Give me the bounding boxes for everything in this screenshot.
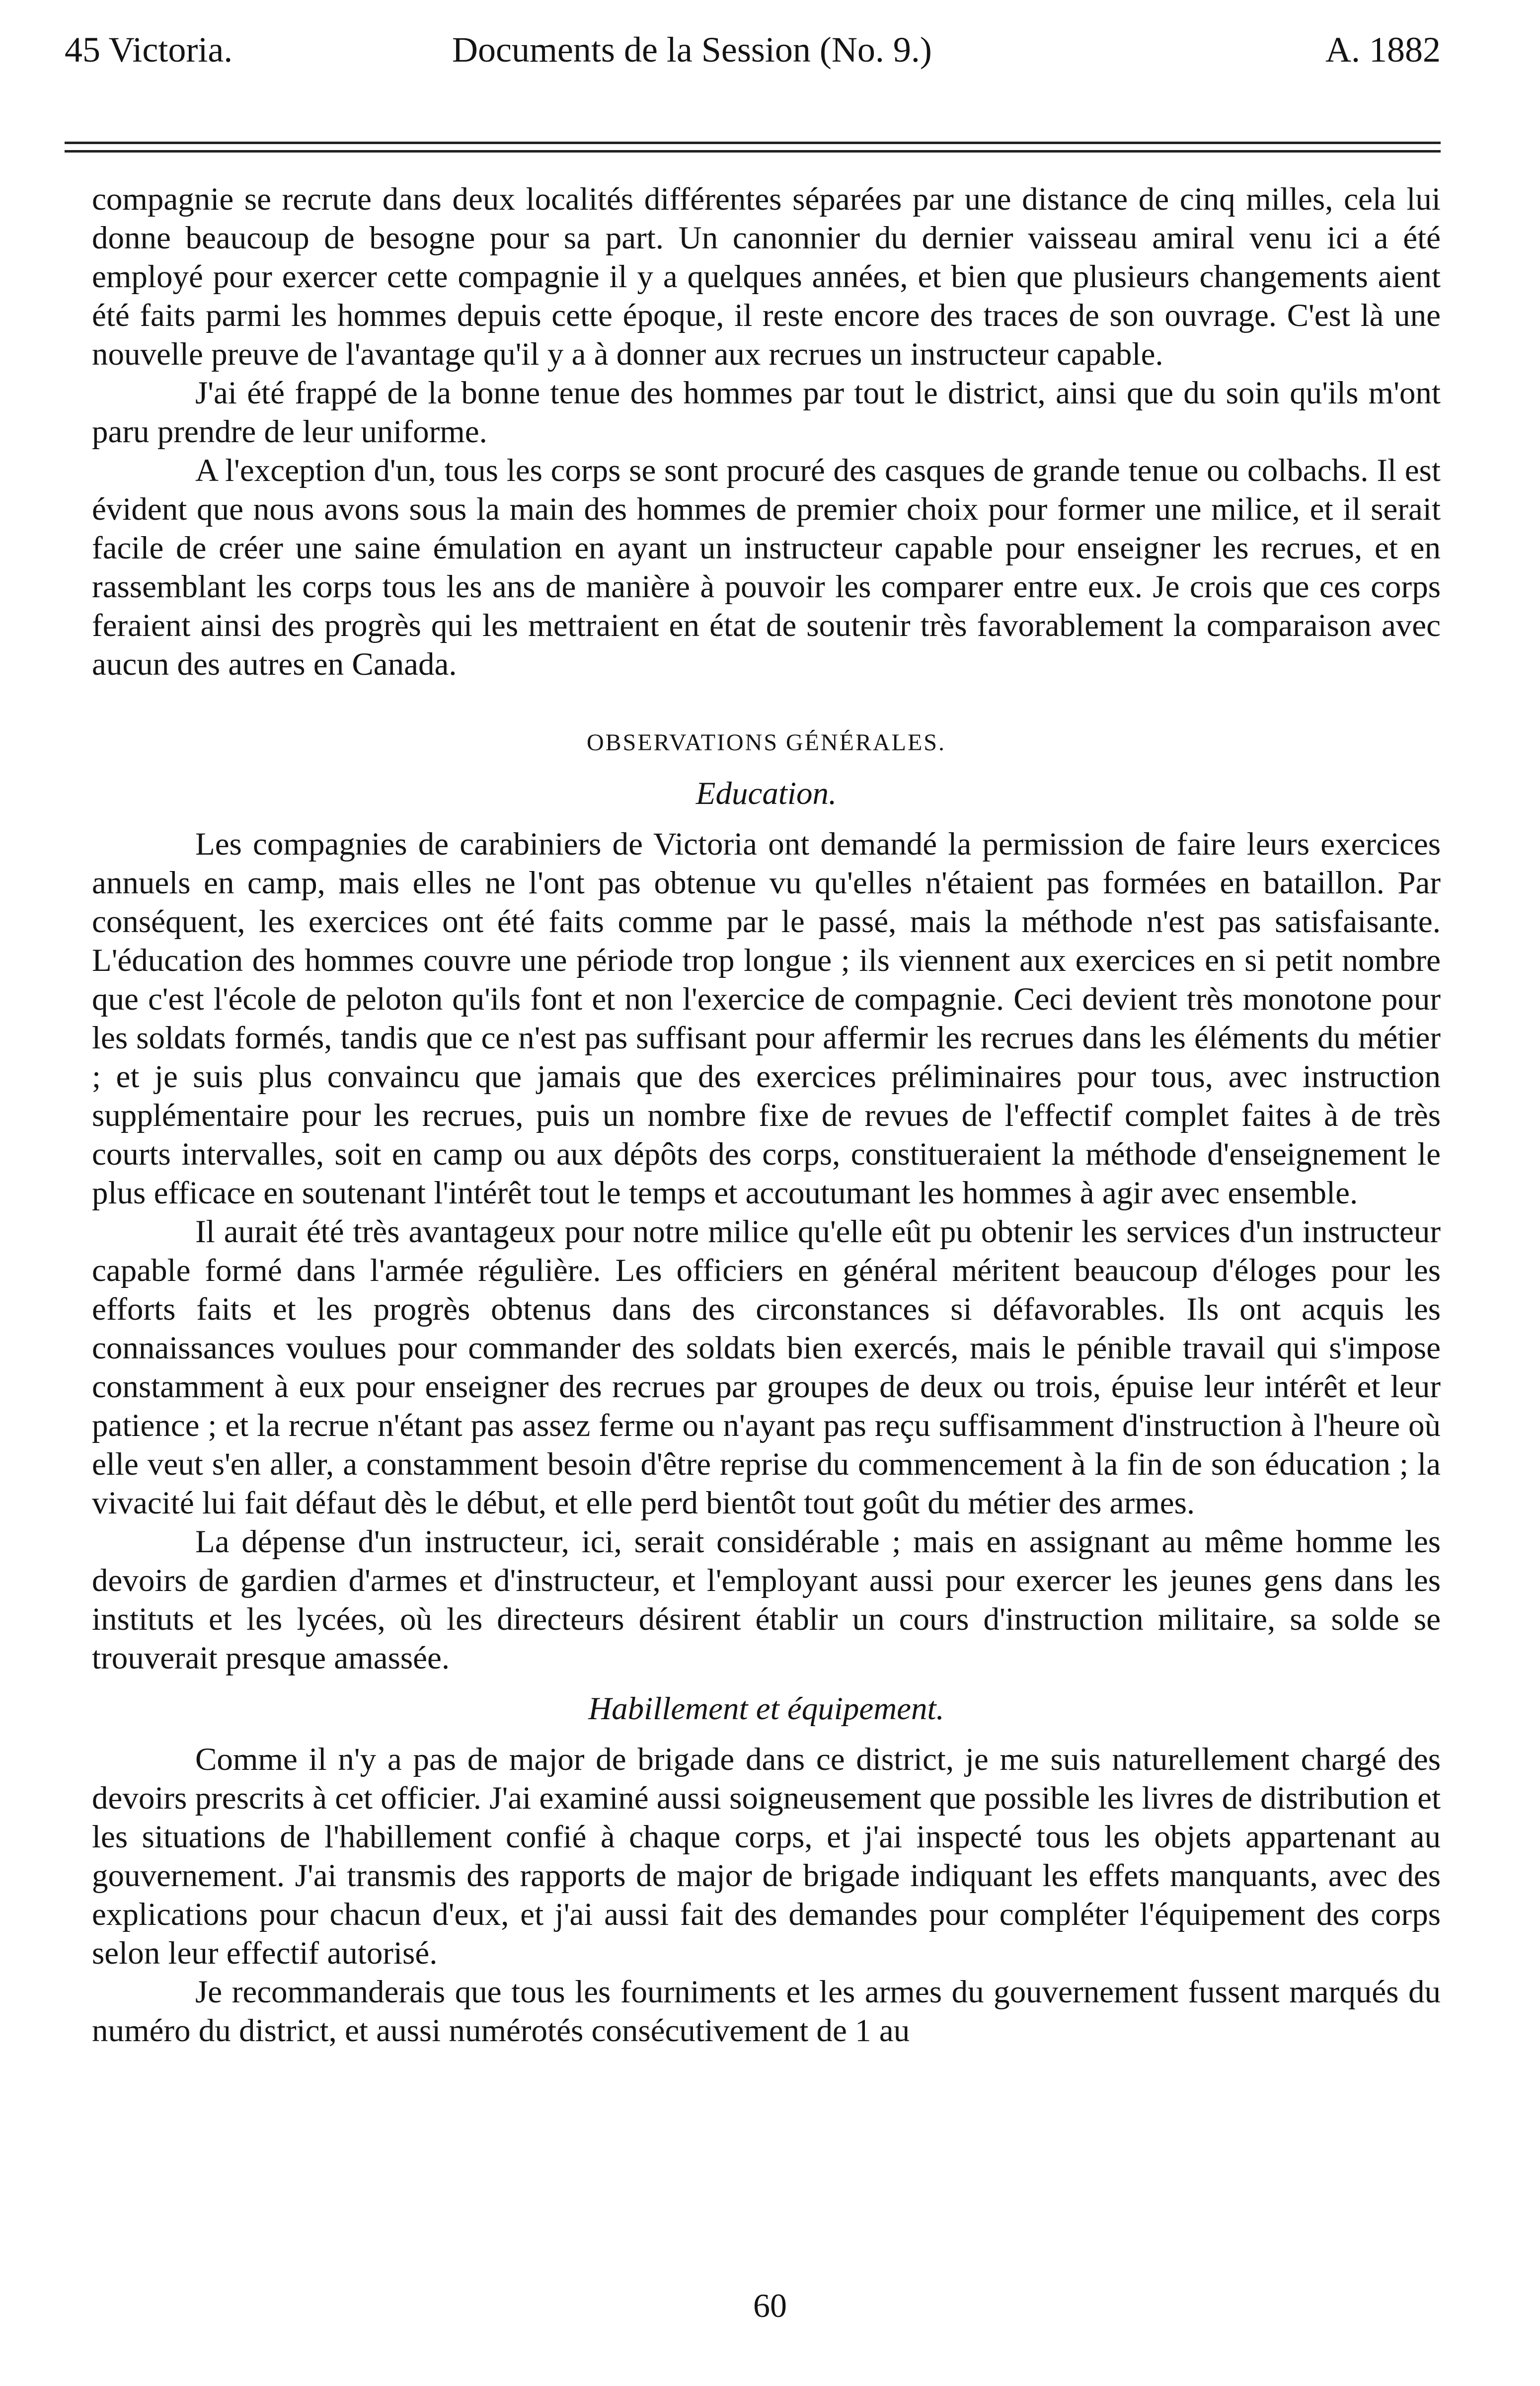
running-header (65, 20, 1441, 80)
header-year: A. 1882 (1325, 30, 1441, 70)
paragraph-habillement-1: Comme il n'y a pas de major de brigade dans ce district, je me suis naturellement chargé des devoirs prescrits à cet officier. J'ai examiné aussi soigneusement que possible les livres de distribution et les situations de l'habillement confié à chaque corps, et j'ai inspecté tous les objets appartenant au gouvernement. J'ai transmis des rapports de major de brigade indiquant les effets manquants, avec des explications pour chacun d'eux, et j'ai aussi fait des demandes pour compléter l'équipement des corps selon leur effectif autorisé. (92, 1742, 1441, 1971)
section-title: OBSERVATIONS GÉNÉRALES. (587, 729, 946, 756)
paragraph-education-3: La dépense d'un instructeur, ici, serait considérable ; mais en assignant au même homme les devoirs de gardien d'armes et d'instructeur, et l'employant aussi pour exercer les jeunes gens dans les instituts et les lycées, où les directeurs désirent établir un cours d'instruction militaire, sa solde se trouverait presque amassée. (92, 1524, 1441, 1676)
paragraph-intro-1: compagnie se recrute dans deux localités différentes séparées par une distance de cinq milles, cela lui donne beaucoup de besogne pour sa part. Un canonnier du dernier vaisseau amiral venu ici a été employé pour exercer cette compagnie il y a quelques années, et bien que plusieurs changements aient été faits parmi les hommes depuis cette époque, il reste encore des traces de son ouvrage. C'est là une nouvelle preuve de l'avantage qu'il y a à donner aux recrues un instructeur capable. (92, 181, 1441, 372)
subsection-title-habillement: Habillement et équipement. (588, 1691, 944, 1727)
paragraph-intro-2: J'ai été frappé de la bonne tenue des hommes par tout le district, ainsi que du soin qu'ils m'ont paru prendre de leur uniforme. (92, 375, 1441, 450)
body-text (92, 180, 1441, 2050)
paragraph-education-2: Il aurait été très avantageux pour notre milice qu'elle eût pu obtenir les services d'un instructeur capable formé dans l'armée régulière. Les officiers en général méritent beaucoup d'éloges pour les efforts faits et les progrès obtenus dans des circonstances si défavorables. Ils ont acquis les connaissances voulues pour commander des soldats bien exercés, mais le pénible travail qui s'impose constamment à eux pour enseigner des recrues par groupes de deux ou trois, épuise leur intérêt et leur patience ; et la recrue n'étant pas assez ferme ou n'ayant pas reçu suffisamment d'instruction à l'heure où elle veut s'en aller, a constamment besoin d'être reprise du commencement à la fin de son éducation ; la vivacité lui fait défaut dès le début, et elle perd bientôt tout goût du métier des armes. (92, 1214, 1441, 1521)
header-rule-top (65, 142, 1441, 144)
paragraph-intro-3: A l'exception d'un, tous les corps se sont procuré des casques de grande tenue ou colbachs. Il est évident que nous avons sous la main des hommes de premier choix pour former une milice, et il serait facile de créer une saine émulation en ayant un instructeur capable pour enseigner les recrues, et en rassemblant les corps tous les ans de manière à pouvoir les comparer entre eux. Je crois que ces corps feraient ainsi des progrès qui les mettraient en état de soutenir très favorablement la comparaison avec aucun des autres en Canada. (92, 453, 1441, 682)
paragraph-habillement-2: Je recommanderais que tous les fourniments et les armes du gouvernement fussent marqués du numéro du district, et aussi numérotés consécutivement de 1 au (92, 1974, 1441, 2049)
header-rule-bottom (65, 150, 1441, 153)
header-volume: 45 Victoria. (65, 30, 233, 70)
page-number: 60 (753, 2287, 787, 2324)
subsection-title-education: Education. (695, 776, 837, 811)
paragraph-education-1: Les compagnies de carabiniers de Victoria ont demandé la permission de faire leurs exercices annuels en camp, mais elles ne l'ont pas obtenue vu qu'elles n'étaient pas formées en bataillon. Par conséquent, les exercices ont été faits comme par le passé, mais la méthode n'est pas satisfaisante. L'éducation des hommes couvre une période trop longue ; ils viennent aux exercices en si petit nombre que c'est l'école de peloton qu'ils font et non l'exercice de compagnie. Ceci devient très monotone pour les soldats formés, tandis que ce n'est pas suffisant pour affermir les recrues dans les éléments du métier ; et je suis plus convaincu que jamais que des exercices préliminaires pour tous, avec instruction supplémentaire pour les recrues, puis un nombre fixe de revues de l'effectif complet faites à de très courts intervalles, soit en camp ou aux dépôts des corps, constitueraient la méthode d'enseignement le plus efficace en soutenant l'intérêt tout le temps et accoutumant les hommes à agir avec ensemble. (92, 826, 1441, 1211)
header-title: Documents de la Session (No. 9.) (452, 30, 932, 70)
